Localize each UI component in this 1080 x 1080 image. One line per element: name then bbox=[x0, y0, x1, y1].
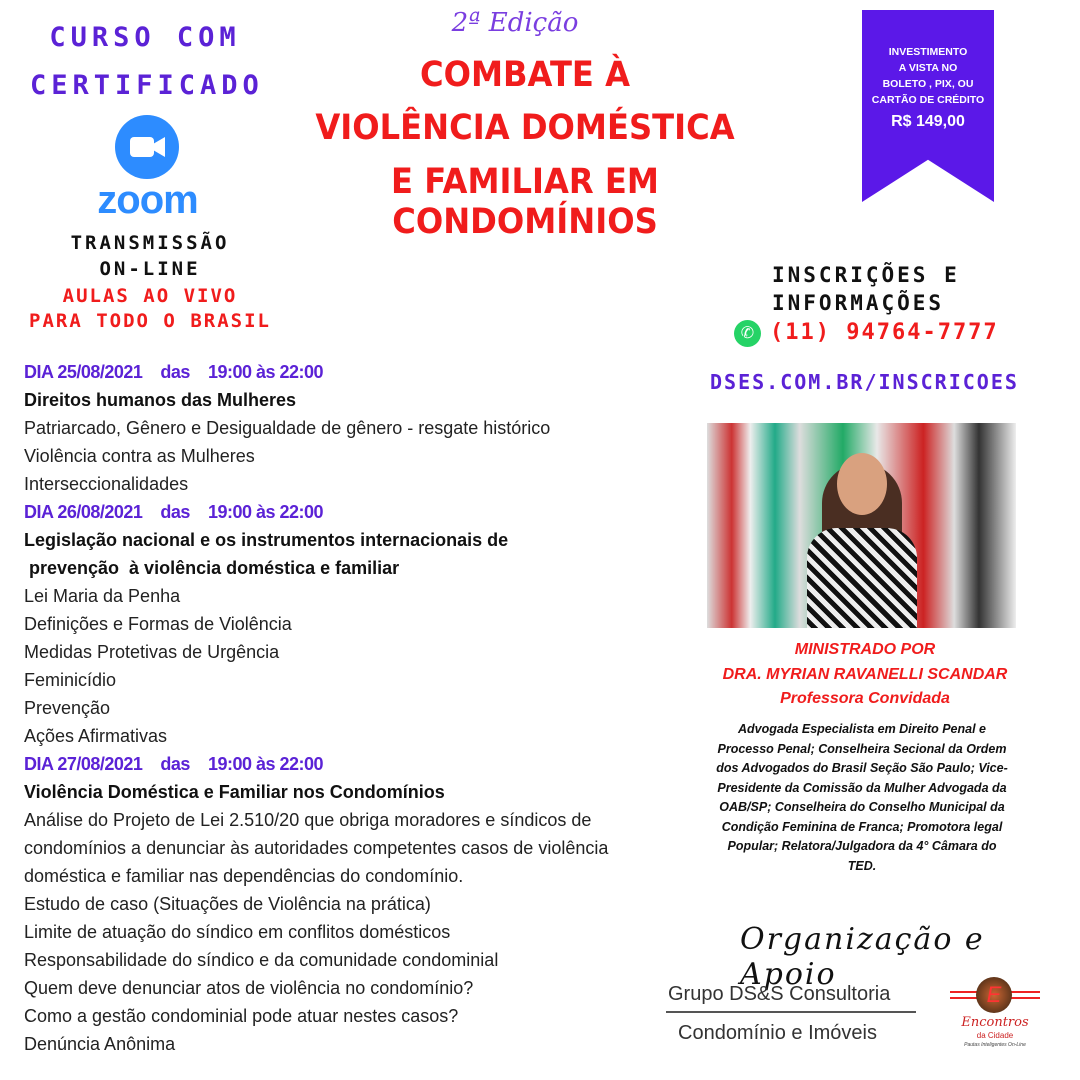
ribbon-line: BOLETO , PIX, OU bbox=[882, 78, 974, 90]
price-value: R$ 149,00 bbox=[891, 113, 965, 130]
phone-number[interactable]: (11) 94764-7777 bbox=[770, 320, 999, 345]
transmission-line1: TRANSMISSÃO bbox=[70, 232, 230, 254]
whatsapp-icon: ✆ bbox=[734, 320, 761, 347]
encontros-logo: E Encontros da Cidade Pautas Inteligentes On-Line bbox=[950, 977, 1040, 1057]
time: 19:00 às 22:00 bbox=[207, 502, 324, 522]
live-classes-line1: AULAS AO VIVO bbox=[62, 285, 238, 307]
module-heading: Direitos humanos das Mulheres bbox=[24, 390, 297, 410]
instructor-bio: Advogada Especialista em Direito Penal e Processo Penal; Conselheira Secional da Ordem dos Advogados do Brasil Seção São Paulo; Vice-Presidente da Comissão da Mulher Advogada da OAB/SP; Conselheira do Conselho Municipal da Condição Feminina de Franca; Promotora legal Popular; Relatora/Julgadora da 4° Câmara do TED. bbox=[716, 722, 1008, 873]
date: DIA 27/08/2021 bbox=[24, 754, 143, 774]
module-heading: Legislação nacional e os instrumentos internacionais de bbox=[24, 530, 509, 550]
das-label: das bbox=[160, 362, 190, 382]
topic-item: Responsabilidade do síndico e da comunidade condominial bbox=[24, 950, 499, 970]
live-classes-line2: PARA TODO O BRASIL bbox=[29, 310, 271, 332]
ribbon-line: CARTÃO DE CRÉDITO bbox=[871, 94, 985, 106]
registration-line2: INFORMAÇÕES bbox=[772, 291, 945, 315]
title-line3: E FAMILIAR EM CONDOMÍNIOS bbox=[391, 162, 659, 242]
topic-item: Medidas Protetivas de Urgência bbox=[24, 642, 280, 662]
organization-label: Organização e Apoio bbox=[740, 922, 985, 992]
zoom-camera-icon bbox=[115, 115, 179, 179]
topic-item: Denúncia Anônima bbox=[24, 1034, 176, 1054]
course-certificate-line2: CERTIFICADO bbox=[30, 70, 264, 101]
instructor-block bbox=[700, 638, 1030, 712]
schedule-date bbox=[24, 358, 664, 386]
topic-item: Como a gestão condominial pode atuar nestes casos? bbox=[24, 1006, 459, 1026]
topic-item: Limite de atuação do síndico em conflitos domésticos bbox=[24, 922, 451, 942]
divider bbox=[666, 1011, 916, 1013]
schedule-date bbox=[24, 750, 664, 778]
time: 19:00 às 22:00 bbox=[207, 362, 324, 382]
title-line1: COMBATE À bbox=[419, 55, 631, 95]
company-subtitle: Condomínio e Imóveis bbox=[678, 1022, 877, 1044]
date: DIA 25/08/2021 bbox=[24, 362, 143, 382]
module-heading: Violência Doméstica e Familiar nos Condomínios bbox=[24, 782, 445, 802]
topic-item: Análise do Projeto de Lei 2.510/20 que obriga moradores e síndicos de bbox=[24, 810, 592, 830]
topic-item: Patriarcado, Gênero e Desigualdade de gênero - resgate histórico bbox=[24, 418, 551, 438]
das-label: das bbox=[160, 502, 190, 522]
topic-item: Feminicídio bbox=[24, 670, 117, 690]
zoom-logo-text: zoom bbox=[97, 178, 198, 222]
topic-item: Interseccionalidades bbox=[24, 474, 189, 494]
schedule-date bbox=[24, 498, 664, 526]
instructor-photo bbox=[707, 423, 1016, 628]
taught-by-label: MINISTRADO POR bbox=[794, 641, 936, 658]
price-ribbon-text bbox=[862, 44, 994, 130]
das-label: das bbox=[160, 754, 190, 774]
edition-label: 2ª Edição bbox=[451, 8, 579, 38]
topic-item: Estudo de caso (Situações de Violência na prática) bbox=[24, 894, 431, 914]
website-link[interactable]: DSES.COM.BR/INSCRICOES bbox=[710, 370, 1019, 394]
ribbon-line: A VISTA NO bbox=[898, 62, 958, 74]
instructor-role: Professora Convidada bbox=[780, 690, 950, 707]
topic-item: Definições e Formas de Violência bbox=[24, 614, 292, 634]
company-name: Grupo DS&S Consultoria bbox=[668, 983, 891, 1005]
module-heading: prevenção à violência doméstica e familiar bbox=[24, 558, 400, 578]
instructor-name: DRA. MYRIAN RAVANELLI SCANDAR bbox=[722, 665, 1008, 683]
topic-item: Ações Afirmativas bbox=[24, 726, 168, 746]
topic-item: condomínios a denunciar às autoridades competentes casos de violência bbox=[24, 838, 609, 858]
ribbon-line: INVESTIMENTO bbox=[888, 46, 968, 58]
registration-line1: INSCRIÇÕES E bbox=[772, 263, 960, 287]
date: DIA 26/08/2021 bbox=[24, 502, 143, 522]
transmission-line2: ON-LINE bbox=[99, 258, 201, 280]
title-line2: VIOLÊNCIA DOMÉSTICA bbox=[315, 108, 735, 148]
topic-item: Violência contra as Mulheres bbox=[24, 446, 255, 466]
course-certificate-line1: CURSO COM bbox=[49, 22, 241, 53]
topic-item: Lei Maria da Penha bbox=[24, 586, 181, 606]
time: 19:00 às 22:00 bbox=[207, 754, 324, 774]
course-schedule bbox=[24, 358, 664, 1058]
topic-item: Prevenção bbox=[24, 698, 111, 718]
topic-item: Quem deve denunciar atos de violência no condomínio? bbox=[24, 978, 474, 998]
topic-item: doméstica e familiar nas dependências do condomínio. bbox=[24, 866, 464, 886]
